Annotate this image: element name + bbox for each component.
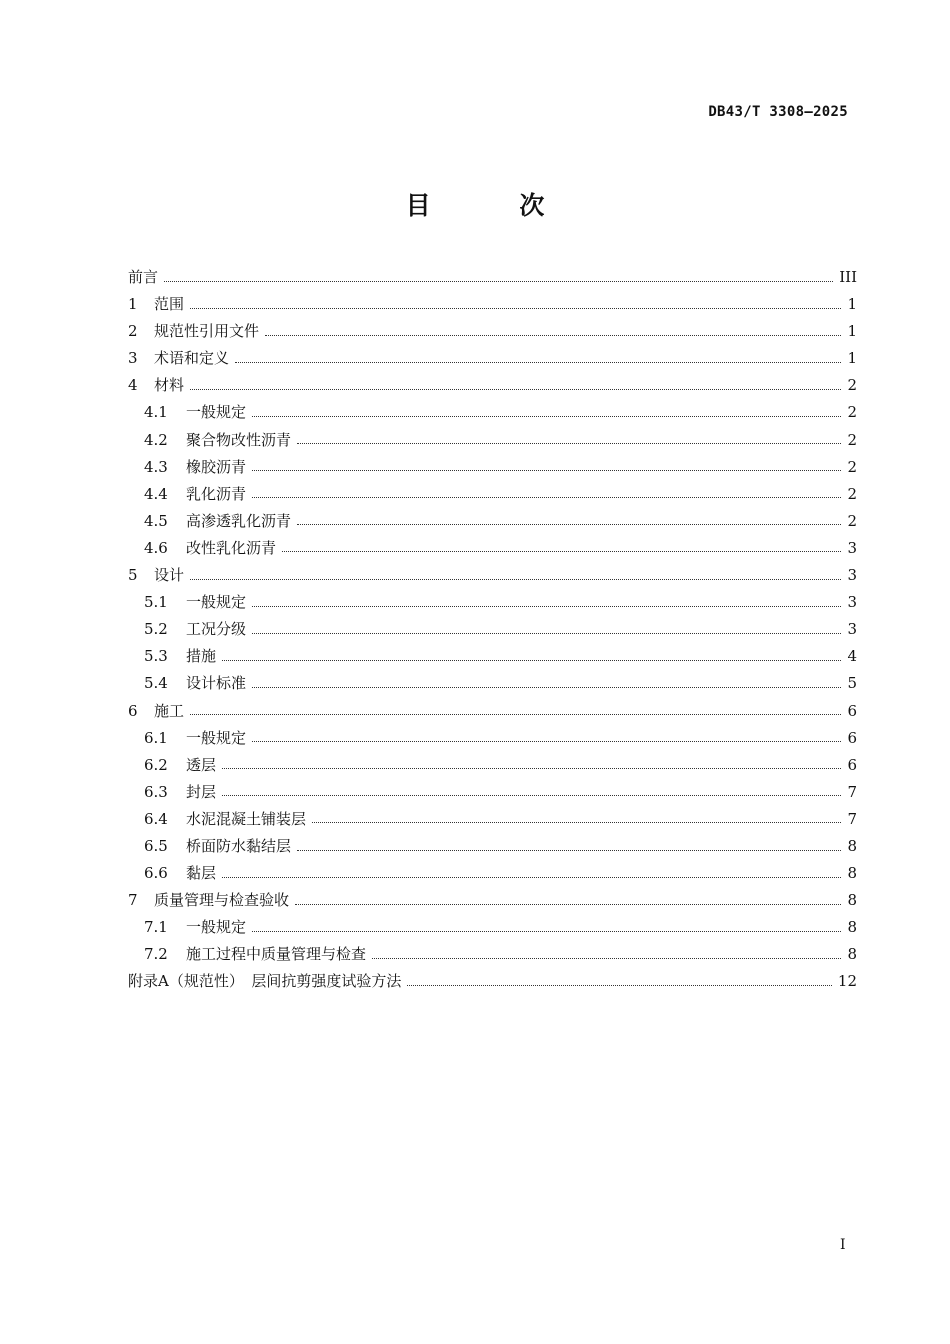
toc-entry[interactable] [128, 562, 857, 589]
toc-entry-label: 透层 [186, 755, 217, 774]
toc-leader-dots [222, 659, 841, 661]
toc-entry-label: 高渗透乳化沥青 [186, 511, 292, 530]
toc-entry-label: 施工 [154, 701, 185, 720]
toc-entry-page: 2 [847, 376, 857, 395]
toc-entry[interactable] [128, 806, 857, 833]
toc-leader-dots [252, 605, 841, 607]
toc-entry[interactable] [128, 454, 857, 481]
toc-entry[interactable] [128, 698, 857, 725]
table-of-contents [128, 264, 857, 996]
toc-entry-label: 改性乳化沥青 [186, 538, 277, 557]
toc-entry-page: 8 [847, 945, 857, 964]
toc-leader-dots [312, 821, 841, 823]
toc-leader-dots [282, 550, 841, 552]
toc-entry-label: 施工过程中质量管理与检查 [186, 945, 367, 964]
toc-entry-number: 6.1 [144, 728, 168, 747]
toc-leader-dots [295, 903, 841, 905]
toc-entry-label: 工况分级 [186, 620, 247, 639]
toc-entry-number: 6.6 [144, 864, 168, 883]
toc-leader-dots [190, 713, 841, 715]
toc-entry-number: 7.1 [144, 918, 168, 937]
toc-leader-dots [190, 388, 841, 390]
toc-entry-number: 5.3 [144, 647, 168, 666]
toc-entry-label: 水泥混凝土铺装层 [186, 809, 307, 828]
toc-title: 目 次 [405, 191, 585, 220]
toc-entry-page: 2 [847, 457, 857, 476]
toc-entry-number: 2 [128, 322, 138, 341]
toc-leader-dots [252, 740, 841, 742]
toc-entry-number: 4.3 [144, 457, 168, 476]
toc-entry-label: 桥面防水黏结层 [186, 836, 292, 855]
toc-entry-page: 1 [847, 295, 857, 314]
toc-entry-label: 前言 [128, 268, 159, 286]
toc-entry[interactable] [128, 914, 857, 941]
toc-entry-number: 6.3 [144, 782, 168, 801]
toc-entry-label: 封层 [186, 782, 217, 801]
toc-leader-dots [190, 307, 841, 309]
toc-entry-label: 乳化沥青 [186, 484, 247, 503]
toc-entry-page: 8 [847, 836, 857, 855]
toc-leader-dots [297, 442, 841, 444]
toc-entry-page: 7 [847, 782, 857, 801]
toc-entry[interactable] [128, 616, 857, 643]
toc-leader-dots [407, 984, 832, 986]
toc-entry-label: 聚合物改性沥青 [186, 430, 292, 449]
toc-entry[interactable] [128, 833, 857, 860]
toc-leader-dots [252, 686, 841, 688]
toc-entry-label: 一般规定 [186, 918, 247, 937]
toc-leader-dots [372, 957, 841, 959]
toc-entry-page: 3 [847, 593, 857, 612]
toc-entry[interactable] [128, 725, 857, 752]
toc-entry-label: 一般规定 [186, 403, 247, 422]
toc-entry-page: 12 [837, 972, 857, 991]
toc-entry[interactable] [128, 752, 857, 779]
toc-entry[interactable] [128, 345, 857, 372]
toc-entry-label: 一般规定 [186, 593, 247, 612]
toc-entry-page: 6 [847, 728, 857, 747]
toc-entry-page: 5 [847, 674, 857, 693]
toc-leader-dots [297, 849, 841, 851]
toc-leader-dots [265, 334, 841, 336]
toc-entry-page: 8 [847, 864, 857, 883]
toc-entry-label: 规范性引用文件 [154, 322, 260, 341]
toc-entry-number: 5.2 [144, 620, 168, 639]
document-code: DB43/T 3308—2025 [708, 104, 848, 120]
toc-entry[interactable] [128, 372, 857, 399]
toc-entry[interactable] [128, 887, 857, 914]
toc-entry-number: 6.5 [144, 836, 168, 855]
toc-leader-dots [252, 415, 841, 417]
toc-entry-number: 6.2 [144, 755, 168, 774]
toc-entry-label: 质量管理与检查验收 [154, 891, 290, 910]
toc-entry-label: 设计标准 [186, 674, 247, 693]
toc-entry[interactable] [128, 264, 857, 291]
toc-entry-page: 8 [847, 891, 857, 910]
toc-entry-page: 3 [847, 538, 857, 557]
toc-leader-dots [252, 496, 841, 498]
toc-leader-dots [297, 523, 841, 525]
toc-entry[interactable] [128, 643, 857, 670]
toc-entry[interactable] [128, 399, 857, 426]
toc-entry-page: 1 [847, 322, 857, 341]
toc-entry-page: 2 [847, 484, 857, 503]
toc-leader-dots [235, 361, 841, 363]
toc-entry[interactable] [128, 968, 857, 995]
toc-entry-label: 材料 [154, 376, 185, 395]
toc-entry-page: 2 [847, 403, 857, 422]
toc-leader-dots [252, 469, 841, 471]
toc-entry[interactable] [128, 481, 857, 508]
toc-leader-dots [164, 280, 833, 282]
toc-entry-page: 2 [847, 511, 857, 530]
toc-leader-dots [252, 930, 841, 932]
toc-entry-number: 4.6 [144, 538, 168, 557]
toc-entry-number: 4.1 [144, 403, 168, 422]
toc-entry-number: 6.4 [144, 809, 168, 828]
toc-leader-dots [190, 578, 841, 580]
toc-entry-page: 3 [847, 566, 857, 585]
toc-entry[interactable] [128, 589, 857, 616]
toc-entry[interactable] [128, 860, 857, 887]
toc-entry-number: 7.2 [144, 945, 168, 964]
toc-entry-page: 6 [847, 701, 857, 720]
toc-entry-number: 7 [128, 891, 138, 910]
toc-entry-page: 2 [847, 430, 857, 449]
toc-entry-number: 5 [128, 566, 138, 585]
toc-entry-number: 5.4 [144, 674, 168, 693]
toc-entry-number: 4.5 [144, 511, 168, 530]
toc-entry-number: 3 [128, 349, 138, 368]
toc-entry-page: 4 [847, 647, 857, 666]
toc-entry-label: 术语和定义 [154, 349, 230, 368]
toc-entry-label: 范围 [154, 295, 185, 314]
toc-entry-page: 1 [847, 349, 857, 368]
toc-entry-number: 4.2 [144, 430, 168, 449]
toc-entry[interactable] [128, 427, 857, 454]
toc-leader-dots [222, 794, 841, 796]
toc-leader-dots [222, 767, 841, 769]
toc-leader-dots [252, 632, 841, 634]
toc-entry-label: 黏层 [186, 864, 217, 883]
toc-entry-number: 4.4 [144, 484, 168, 503]
toc-entry-label: 设计 [154, 566, 185, 585]
toc-entry[interactable] [128, 318, 857, 345]
toc-entry-page: 3 [847, 620, 857, 639]
toc-entry-page: III [839, 268, 857, 286]
toc-entry-number: 6 [128, 701, 138, 720]
toc-entry[interactable] [128, 508, 857, 535]
toc-entry-label: 附录A（规范性） 层间抗剪强度试验方法 [128, 972, 402, 991]
toc-entry-page: 6 [847, 755, 857, 774]
toc-entry-page: 8 [847, 918, 857, 937]
toc-entry[interactable] [128, 291, 857, 318]
toc-entry-page: 7 [847, 809, 857, 828]
toc-entry-number: 4 [128, 376, 138, 395]
toc-entry[interactable] [128, 779, 857, 806]
toc-entry-label: 橡胶沥青 [186, 457, 247, 476]
toc-entry[interactable] [128, 535, 857, 562]
toc-entry-number: 5.1 [144, 593, 168, 612]
toc-entry[interactable] [128, 670, 857, 697]
toc-entry-label: 措施 [186, 647, 217, 666]
toc-leader-dots [222, 876, 841, 878]
toc-entry[interactable] [128, 941, 857, 968]
toc-entry-label: 一般规定 [186, 728, 247, 747]
toc-entry-number: 1 [128, 295, 138, 314]
footer-page-number: I [840, 1237, 846, 1253]
